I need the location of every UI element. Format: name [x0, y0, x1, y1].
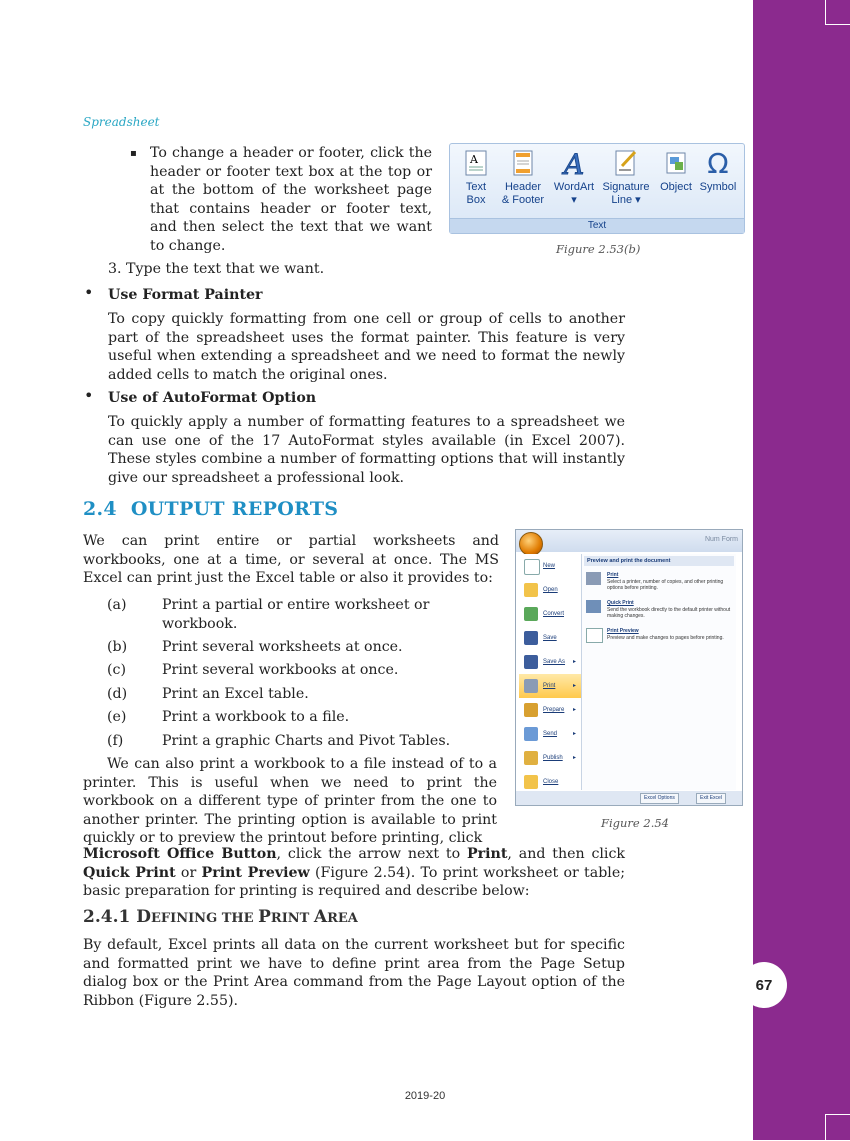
ribbon-textbox-button[interactable] — [458, 148, 494, 207]
inline-text: , click the arrow next to — [276, 846, 467, 862]
menu-item-prepare[interactable] — [519, 698, 581, 722]
svg-text:A: A — [470, 153, 478, 166]
send-icon — [524, 727, 538, 741]
crop-mark-top — [825, 0, 850, 25]
title-smallcaps: RINT — [270, 911, 314, 926]
folder-icon — [524, 583, 538, 597]
ribbon-item-line1: Text — [465, 181, 487, 193]
list-text: Print a workbook to a file. — [162, 709, 350, 725]
submenu-arrow: ▸ — [572, 731, 576, 737]
inline-text: or — [175, 864, 202, 881]
submenu-item-desc: Send the workbook directly to the default printer without making changes. — [607, 607, 731, 619]
list-text: Print a graphic Charts and Pivot Tables. — [162, 733, 451, 749]
step-3: 3. Type the text that we want. — [108, 261, 325, 277]
magnifier-icon — [586, 628, 603, 643]
submenu-arrow: ▸ — [572, 707, 576, 713]
menu-item-publish[interactable] — [519, 746, 581, 770]
autoformat-title: Use of AutoFormat Option — [108, 390, 317, 406]
running-header: Spreadsheet — [83, 115, 160, 129]
submenu-item-print[interactable] — [586, 572, 734, 598]
ribbon-object-button[interactable] — [656, 148, 696, 194]
title-smallcaps: EFINING THE — [151, 911, 259, 926]
menu-item-send[interactable] — [519, 722, 581, 746]
ribbon-item-line2: Line ▾ — [611, 194, 641, 206]
convert-icon — [524, 607, 538, 621]
menu-item-label: Save As — [543, 659, 566, 665]
page-number: 67 — [741, 962, 787, 1008]
bullet: • — [84, 283, 94, 302]
ribbon-item-line1: WordArt — [553, 181, 595, 193]
menu-item-open[interactable] — [519, 578, 581, 602]
ribbon-text-group — [449, 143, 745, 234]
menu-item-label: Send — [543, 731, 558, 737]
new-document-icon — [524, 559, 540, 575]
ribbon-item-line1: Symbol — [699, 181, 737, 193]
inline-text: (Figure 2.54). To print worksheet or table; basic preparation for printing is required and describe below: — [83, 864, 626, 900]
section-heading-2-4-1 — [83, 907, 358, 927]
ribbon-item-line1: Signature — [602, 181, 650, 193]
section-title: OUTPUT REPORTS — [130, 498, 339, 520]
menu-title-bar — [516, 530, 742, 552]
floppy-disk-icon — [524, 631, 538, 645]
ribbon-signature-line-button[interactable] — [600, 148, 652, 207]
ribbon-group-label: Text — [450, 218, 744, 233]
ribbon-item-line1: Object — [660, 181, 692, 193]
menu-item-label: New — [543, 563, 556, 569]
submenu-arrow: ▸ — [572, 755, 576, 761]
square-bullet: ▪ — [130, 148, 137, 159]
header-footer-bullet-text: To change a header or footer, click the header or footer text box at the top or at the bottom of the worksheet page that contains header or footer text, and then select the text that we want to change. — [150, 145, 432, 254]
list-label: (e) — [107, 709, 127, 725]
bold-term: Print — [467, 846, 508, 862]
footer-year: 2019-20 — [404, 1090, 446, 1102]
close-folder-icon — [524, 775, 538, 789]
ribbon-item-line2: ▾ — [571, 194, 577, 206]
prepare-icon — [524, 703, 538, 717]
format-painter-body: To copy quickly formatting from one cell or group of cells to another part of the spreadsheet uses the format painter. This feature is very useful when extending a spreadsheet and we need to format the newly added cells to match the original ones. — [108, 311, 625, 383]
title-smallcaps: REA — [327, 911, 358, 926]
menu-item-save-as[interactable] — [519, 650, 581, 674]
list-text: Print a partial or entire worksheet or — [162, 597, 430, 613]
header-footer-icon — [510, 148, 536, 178]
ribbon-wordart-button[interactable] — [550, 148, 598, 207]
quick-print-icon — [586, 600, 601, 613]
submenu-header: Preview and print the document — [584, 556, 734, 566]
printer-paragraph: We can also print a workbook to a file instead of to a printer. This is useful when we need to print the workbook on a different type of printer from the one to another printer. The printing option is available to print quickly or to preview the printout before printing, click — [83, 756, 497, 847]
print-submenu — [582, 554, 736, 790]
figure-caption-254: Figure 2.54 — [601, 816, 669, 830]
bold-term: Quick Print — [83, 864, 176, 881]
submenu-item-quick-print[interactable] — [586, 600, 734, 626]
save-as-icon — [524, 655, 538, 669]
menu-item-label: Convert — [543, 611, 565, 617]
submenu-item-print-preview[interactable] — [586, 628, 734, 654]
section-heading-2-4 — [83, 498, 338, 520]
submenu-arrow: ▸ — [572, 683, 576, 689]
list-text: Print several workbooks at once. — [162, 662, 399, 678]
menu-item-label: Save — [543, 635, 557, 641]
object-icon — [663, 148, 689, 178]
submenu-item-title: Quick Print — [607, 600, 634, 606]
omega-symbol-icon: Ω — [707, 146, 729, 180]
printer-icon — [586, 572, 601, 585]
menu-item-label: Close — [543, 779, 559, 785]
title-cap: P — [258, 907, 271, 927]
submenu-arrow: ▸ — [572, 659, 576, 665]
bold-term: Print Preview — [201, 864, 310, 881]
ribbon-symbol-button[interactable] — [698, 148, 738, 194]
exit-excel-button[interactable]: Exit Excel — [696, 793, 726, 804]
list-label: (c) — [107, 662, 127, 678]
submenu-item-desc: Select a printer, number of copies, and other printing options before printing. — [607, 579, 724, 591]
list-label: (a) — [107, 597, 127, 613]
autoformat-body: To quickly apply a number of formatting features to a spreadsheet we can use one of the 17 AutoFormat styles available (in Excel 2007). These styles combine a number of formatting options that will instantly give our spreadsheet a professional look. — [108, 414, 625, 486]
title-cap: A — [313, 907, 328, 927]
list-label: (d) — [107, 686, 128, 702]
menu-bottom-bar — [516, 791, 742, 805]
menu-item-label: Open — [543, 587, 558, 593]
menu-item-convert[interactable] — [519, 602, 581, 626]
bold-term: Microsoft Office Button — [83, 846, 277, 862]
intro-paragraph: We can print entire or partial worksheets and workbooks, one at a time, or several at once. The MS Excel can print just the Excel table or also it provides to: — [83, 533, 499, 587]
ribbon-item-line1: Header — [504, 181, 542, 193]
office-menu-commands — [519, 554, 582, 790]
submenu-item-title: Print — [607, 572, 619, 578]
printer-paragraph-continued — [83, 845, 625, 901]
printer-icon — [524, 679, 538, 693]
bullet: • — [84, 386, 94, 405]
menu-item-new[interactable] — [519, 554, 581, 578]
excel-options-button[interactable]: Excel Options — [640, 793, 679, 804]
list-label: (f) — [107, 733, 124, 749]
ribbon-item-line2: & Footer — [501, 194, 545, 206]
menu-item-save[interactable] — [519, 626, 581, 650]
list-text: Print an Excel table. — [162, 686, 309, 702]
ribbon-header-footer-button[interactable] — [498, 148, 548, 207]
menu-item-label: Print — [543, 683, 556, 689]
title-cap: D — [136, 907, 151, 927]
list-text-continued: workbook. — [162, 615, 238, 632]
submenu-item-title: Print Preview — [607, 628, 639, 634]
menu-item-label: Prepare — [543, 707, 565, 713]
office-button-icon[interactable] — [519, 532, 543, 556]
submenu-item-desc: Preview and make changes to pages before printing. — [607, 635, 724, 641]
format-painter-title: Use Format Painter — [108, 287, 263, 303]
menu-item-print[interactable] — [519, 674, 581, 698]
list-text: Print several worksheets at once. — [162, 639, 403, 655]
ribbon-item-line2: Box — [466, 194, 486, 206]
publish-icon — [524, 751, 538, 765]
inline-text: , and then click — [507, 846, 626, 862]
print-area-paragraph: By default, Excel prints all data on the current worksheet but for specific and formatted print we have to define print area from the Page Setup dialog box or the Print Area command from the Page Layout option of the Ribbon (Figure 2.55). — [83, 937, 625, 1009]
section-number: 2.4.1 — [83, 907, 131, 927]
signature-icon — [613, 148, 639, 178]
figure-caption-253: Figure 2.53(b) — [556, 242, 641, 256]
textbox-icon — [463, 148, 489, 178]
wordart-icon — [561, 148, 587, 178]
office-menu-screenshot — [515, 529, 743, 806]
list-label: (b) — [107, 639, 128, 655]
section-number: 2.4 — [83, 498, 117, 520]
menu-item-label: Publish — [543, 755, 563, 761]
menu-window-title: Num Form — [704, 536, 738, 543]
crop-mark-bottom — [825, 1114, 850, 1141]
svg-text:A: A — [564, 148, 585, 178]
